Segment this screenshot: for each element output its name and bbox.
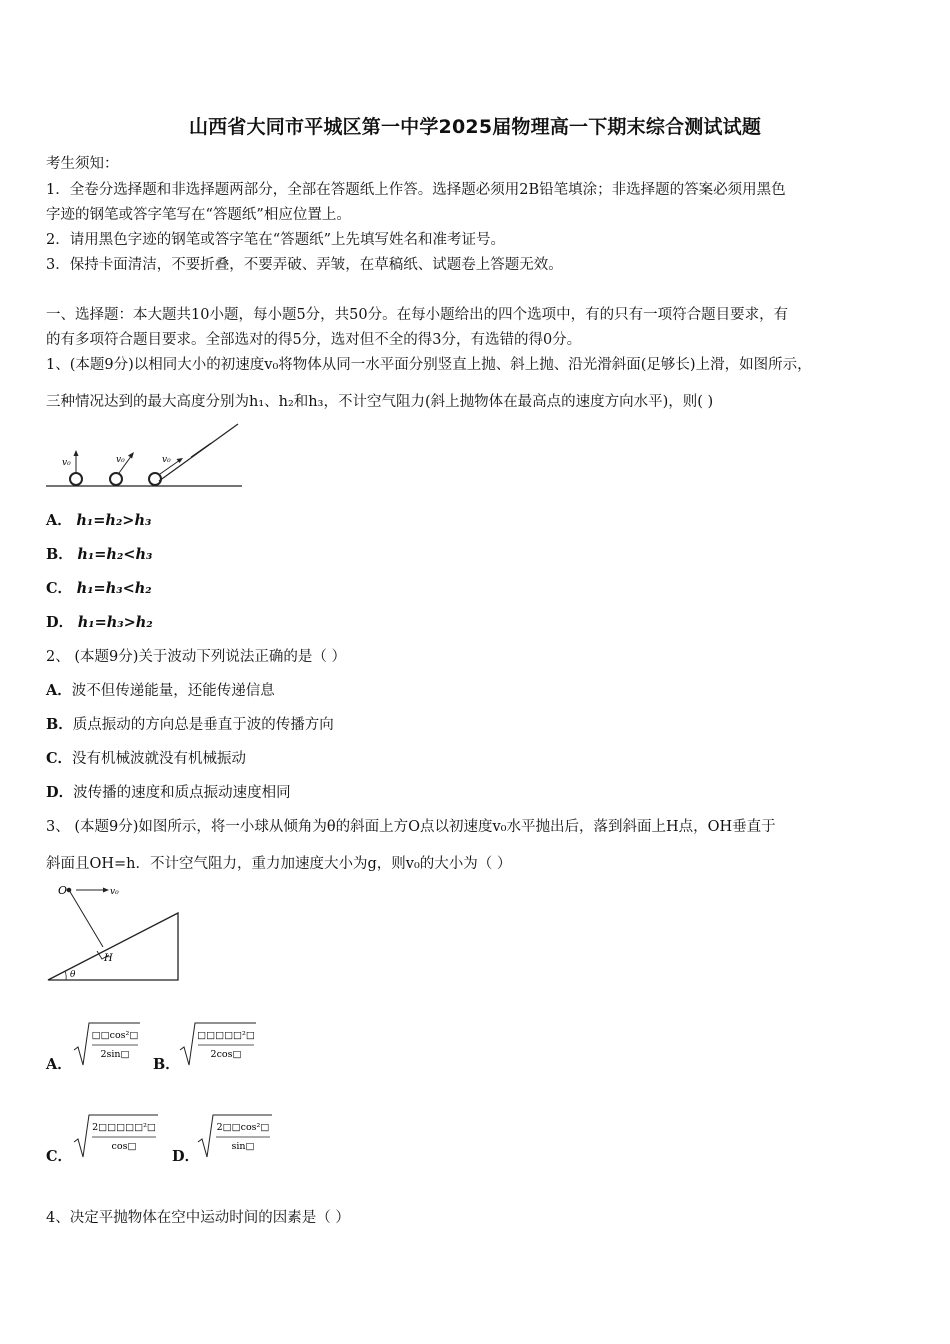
notice-item: 3．保持卡面清洁，不要折叠，不要弄破、弄皱，在草稿纸、试题卷上答题无效。 <box>46 257 563 273</box>
denominator: cos□ <box>111 1141 137 1152</box>
section-intro: 的有多项符合题目要求。全部选对的得5分，选对但不全的得3分，有选错的得0分。 <box>46 332 582 348</box>
q3-figure <box>46 880 186 984</box>
option-b: B． <box>153 1056 180 1073</box>
question-1-stem: 三种情况达到的最大高度分别为h₁、h₂和h₃，不计空气阻力(斜上抛物体在最高点的速度方向水平)，则( ) <box>46 394 714 410</box>
velocity-label: v₀ <box>116 455 125 465</box>
point-h-label: H <box>104 953 113 964</box>
option-b: B．质点振动的方向总是垂直于波的传播方向 <box>46 716 334 733</box>
q1-figure <box>46 420 246 492</box>
denominator: 2sin□ <box>100 1049 130 1060</box>
option-c-formula <box>72 1112 162 1160</box>
option-d-formula <box>196 1112 276 1160</box>
question-1-stem: 1、(本题9分)以相同大小的初速度v₀将物体从同一水平面分别竖直上抛、斜上抛、沿光滑斜面(足够长)上滑，如图所示， <box>46 357 812 373</box>
option-c: C．没有机械波就没有机械振动 <box>46 750 247 767</box>
option-a: A．波不但传递能量，还能传递信息 <box>46 682 275 699</box>
velocity-label: v₀ <box>162 455 171 465</box>
page-title: 山西省大同市平城区第一中学2025届物理高一下期末综合测试试题 <box>188 116 762 138</box>
option-b-formula <box>178 1020 258 1068</box>
option-d: D． <box>172 1148 200 1165</box>
option-c: C． <box>46 1148 73 1165</box>
notice-item: 1．全卷分选择题和非选择题两部分，全部在答题纸上作答。选择题必须用2B铅笔填涂；非选择题的答案必须用黑色 <box>46 182 786 198</box>
notice-item: 字迹的钢笔或答字笔写在“答题纸”相应位置上。 <box>46 207 351 223</box>
velocity-label: v₀ <box>62 458 71 468</box>
option-c: C． h₁=h₃<h₂ <box>46 580 152 597</box>
numerator: 2□□□□□²□ <box>92 1122 156 1133</box>
option-a-formula <box>72 1020 142 1068</box>
point-o-label: O <box>58 884 68 897</box>
question-2-stem: 2、 (本题9分)关于波动下列说法正确的是（ ） <box>46 649 346 665</box>
velocity-label: v₀ <box>110 887 119 897</box>
question-3-stem: 斜面且OH=h．不计空气阻力，重力加速度大小为g，则v₀的大小为（ ） <box>46 856 512 872</box>
notice-heading: 考生须知： <box>46 156 119 172</box>
section-intro: 一、选择题：本大题共10小题，每小题5分，共50分。在每小题给出的四个选项中，有的只有一项符合题目要求，有 <box>46 307 789 323</box>
numerator: □□□□□²□ <box>197 1030 255 1041</box>
option-b: B． h₁=h₂<h₃ <box>46 546 153 563</box>
notice-item: 2．请用黑色字迹的钢笔或答字笔在“答题纸”上先填写姓名和准考证号。 <box>46 232 506 248</box>
question-3-stem: 3、 (本题9分)如图所示，将一小球从倾角为θ的斜面上方O点以初速度v₀水平抛出后，落到斜面上H点，OH垂直于 <box>46 819 776 835</box>
angle-theta-label: θ <box>70 970 76 980</box>
question-4-stem: 4、决定平抛物体在空中运动时间的因素是（ ） <box>46 1210 350 1226</box>
numerator: 2□□cos²□ <box>216 1122 270 1133</box>
option-a: A． h₁=h₂>h₃ <box>46 512 152 529</box>
option-a: A． <box>46 1056 72 1073</box>
denominator: 2cos□ <box>210 1049 242 1060</box>
denominator: sin□ <box>231 1141 255 1152</box>
option-d: D． h₁=h₃>h₂ <box>46 614 153 631</box>
numerator: □□cos²□ <box>91 1030 139 1041</box>
option-d: D．波传播的速度和质点振动速度相同 <box>46 784 291 801</box>
